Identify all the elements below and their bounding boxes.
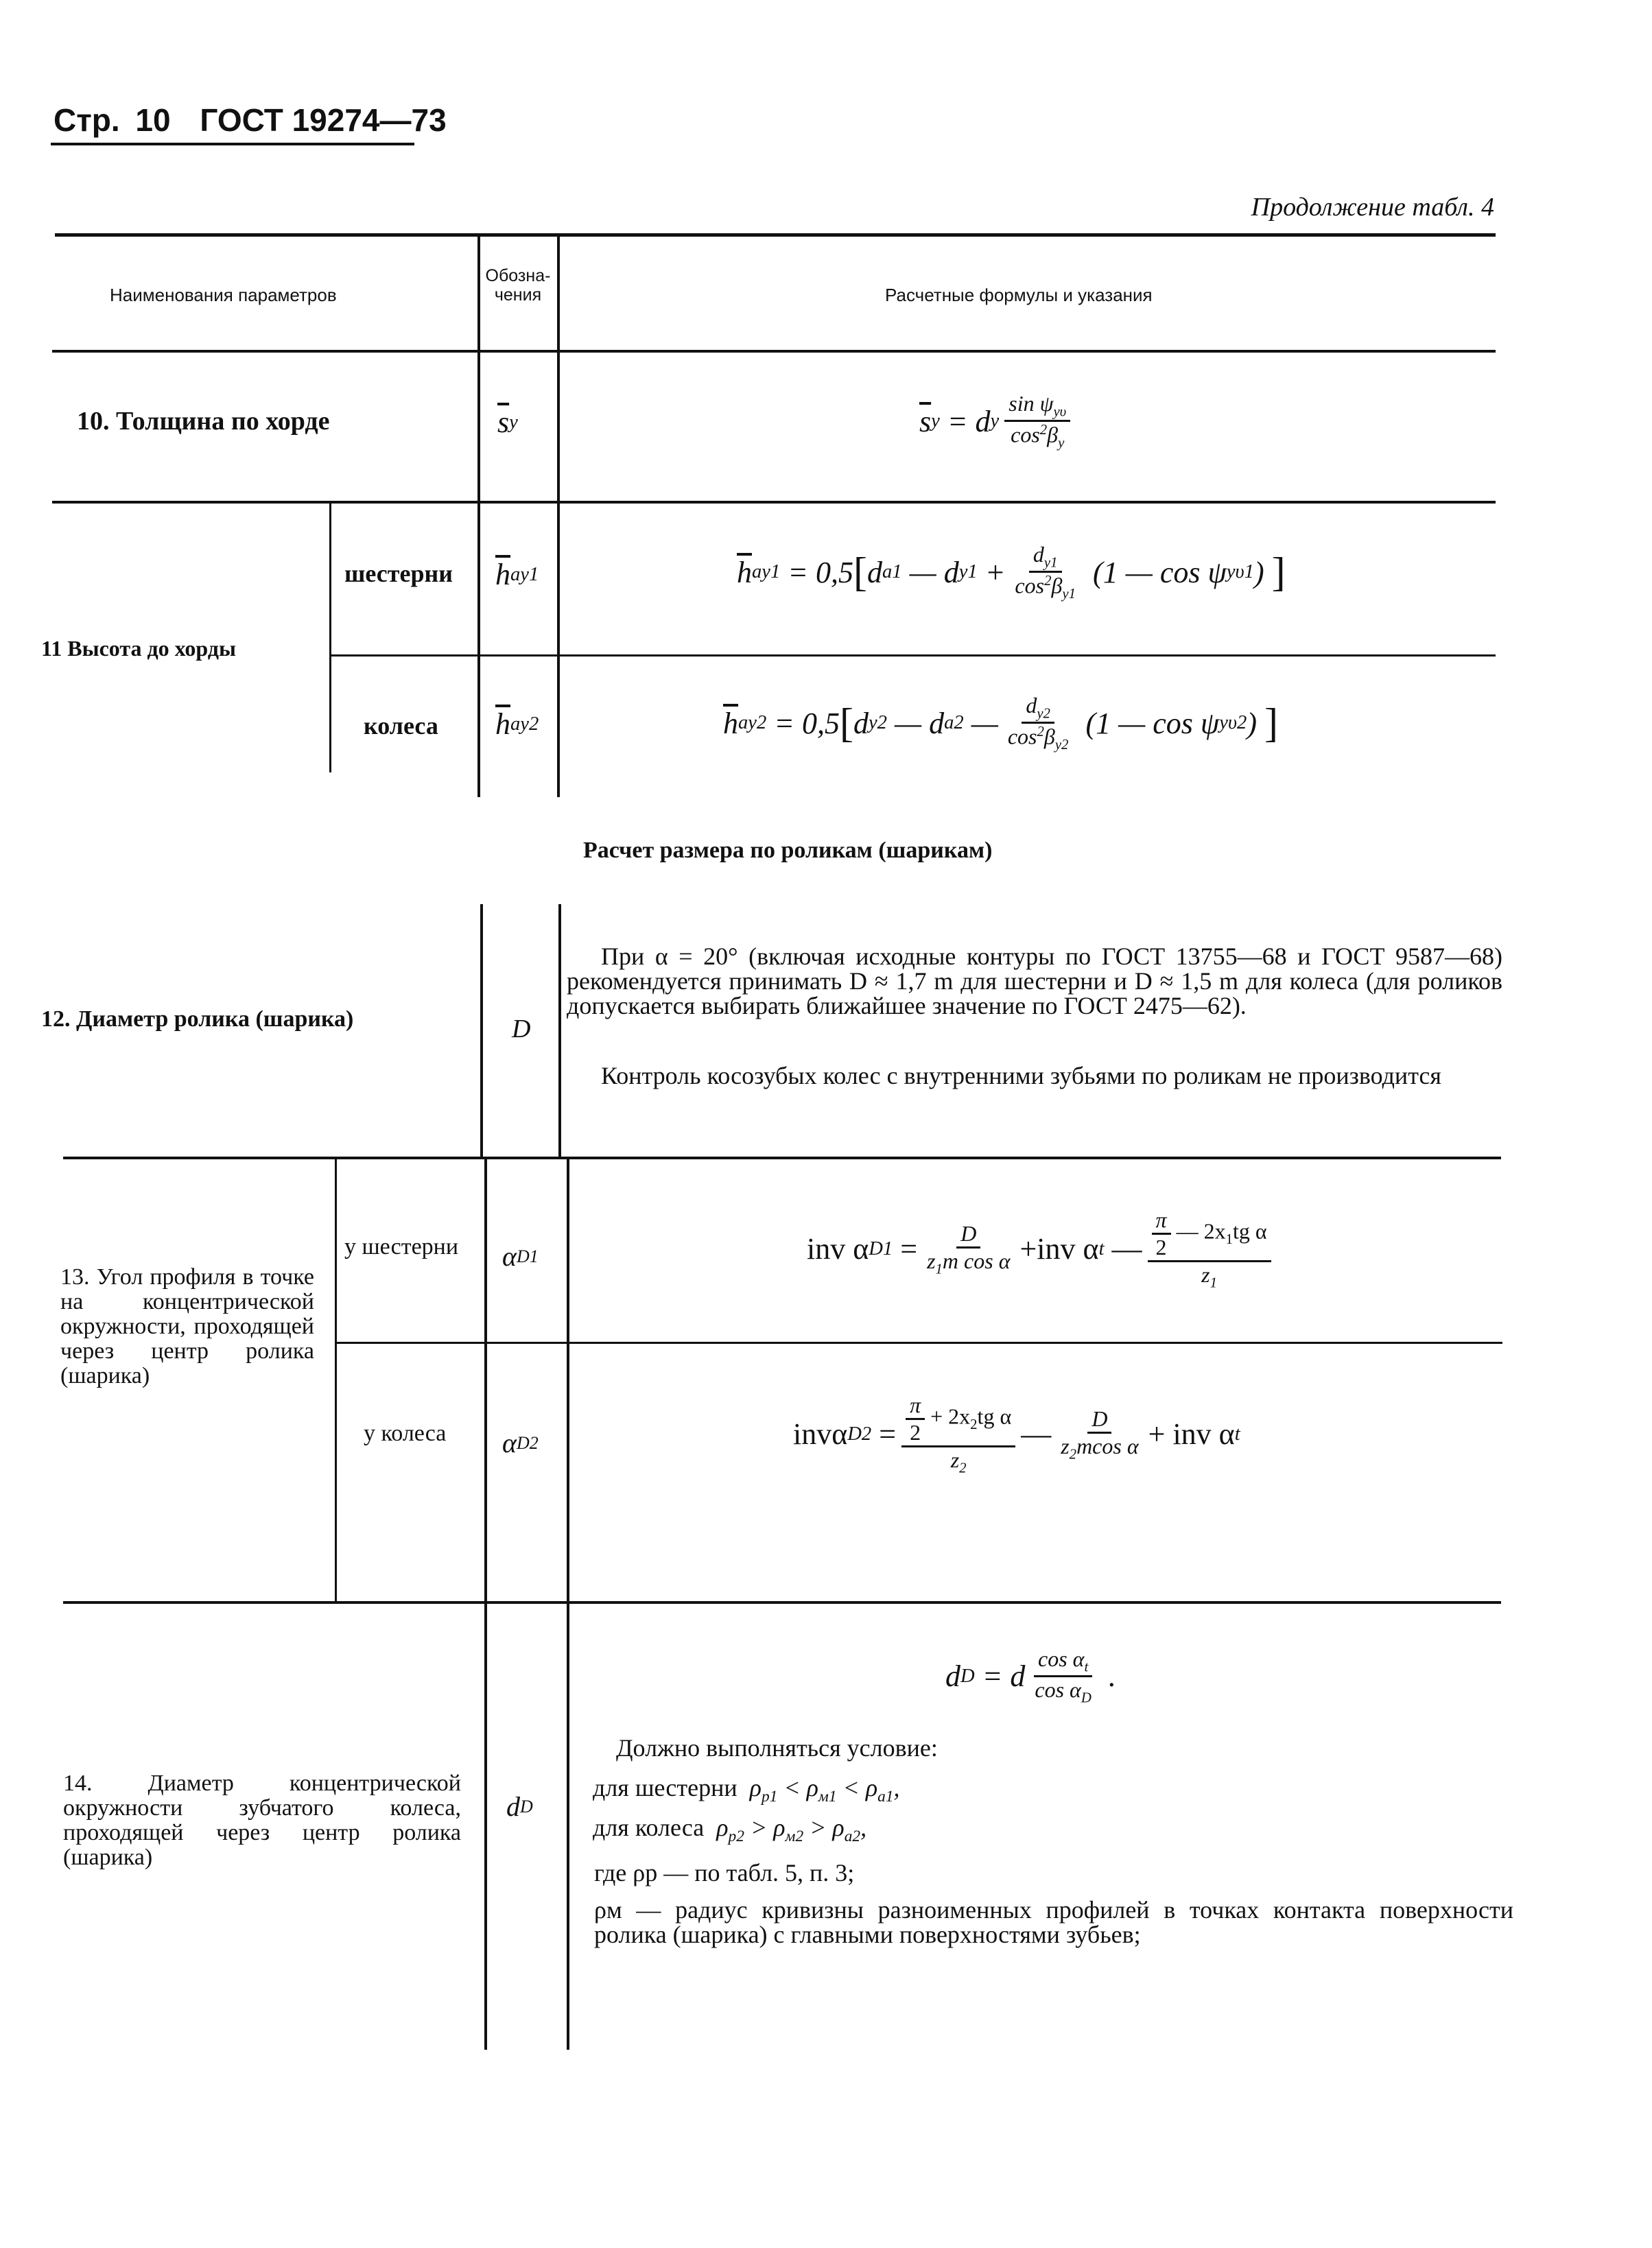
- row13-symbol-gear: α D1: [502, 1241, 539, 1272]
- table-continuation: Продолжение табл. 4: [1251, 193, 1494, 222]
- row13-formula-wheel: invα D2 = $\frac{\pi}{2}$ + $2x_2tg$ α $z_2$ — $\frac{D}{z_2mcos \alpha}$ + inv α t: [793, 1393, 1240, 1476]
- row11-sub-gear: шестерни: [344, 560, 453, 587]
- page-header: [54, 102, 447, 139]
- row12-bottom-rule: [63, 1157, 1501, 1159]
- row13-name: 13. Угол профиля в точке на концентрической окружности, проходящей через центр ролика (шарика): [60, 1264, 314, 1388]
- row14-name: 14. Диаметр концентрической окружности зубчатого колеса, проходящей через центр ролика (шарика): [63, 1771, 461, 1870]
- standard-number: ГОСТ 19274—73: [200, 102, 447, 138]
- row11-symbol-wheel: $\overline{h}$ ay2: [495, 707, 539, 741]
- row12-right-rule: [558, 904, 561, 1158]
- row13-symbol-wheel: α D2: [502, 1428, 539, 1458]
- page-prefix: Стр.: [54, 102, 120, 138]
- row11-formula-wheel: $\overline{h}$ ay2 = 0,5 [ d y2 — d a2 — $\frac{d_{y2}}{\cos^2\beta_{y2}}$ (1 — cos ψ yυ2 ) ]: [723, 693, 1278, 753]
- row12-recommendation: При α = 20° (включая исходные контуры по ГОСТ 13755—68 и ГОСТ 9587—68) рекомендуется принимать D ≈ 1,7 m для шестерни и D ≈ 1,5 m для колеса (для роликов допускается выбирать ближайшее значение по ГОСТ 2475—62).: [567, 943, 1502, 1019]
- row10-formula: $\overline{s}$ y = d y $\frac{\sin \psi_{y\upsilon}}{\cos^2\beta_y}$: [919, 391, 1076, 451]
- table-top-rule: [55, 233, 1496, 237]
- row14-rho-definition: ρм — радиус кривизны разноименных профилей в точках контакта поверхности ролика (шарика) с главными поверхностями зубьев;: [594, 1896, 1513, 1948]
- row13-sub-rule: [335, 1159, 337, 1602]
- row12-symbol: D: [512, 1015, 531, 1043]
- section-title: Расчет размера по роликам (шарикам): [583, 838, 993, 863]
- row13-formula-gear: inv α D1 = $\frac{D}{z_1m \cos \alpha}$ +inv α t — $\frac{\pi}{2}$ — $2x_1tg$ α $z_1$: [807, 1207, 1277, 1291]
- row10-symbol: $\overline{s}$ y: [497, 405, 518, 439]
- row14-symbol: d D: [506, 1791, 533, 1822]
- row13-left-rule: [484, 1159, 487, 1602]
- row13-bottom-rule: [63, 1601, 1501, 1604]
- symbol-col-left-rule: [477, 235, 480, 797]
- header-underline: [51, 143, 414, 145]
- row10-bottom-rule: [52, 501, 1496, 504]
- row14-right-rule: [567, 1604, 569, 2050]
- page-number: 10: [135, 102, 171, 138]
- row13-sub-gear: у шестерни: [344, 1234, 459, 1259]
- row14-formula: d D = d $\frac{\cos \alpha_t}{\cos \alpha_D}$ .: [945, 1646, 1116, 1706]
- row12-left-rule: [480, 904, 483, 1158]
- column-header-formulas: Расчетные формулы и указания: [885, 285, 1153, 305]
- row11-middle-rule: [331, 654, 1496, 656]
- row13-middle-rule: [336, 1342, 1502, 1344]
- header-bottom-rule: [52, 350, 1496, 353]
- row11-sub-rule: [329, 504, 331, 772]
- row11-sub-wheel: колеса: [364, 712, 438, 740]
- row11-symbol-gear: $\overline{h}$ ay1: [495, 558, 539, 591]
- row12-note: Контроль косозубых колес с внутренними зубьями по роликам не производится: [601, 1062, 1441, 1089]
- row11-formula-gear: $\overline{h}$ ay1 = 0,5 [ d a1 — d y1 + $\frac{d_{y1}}{\cos^2\beta_{y1}}$ (1 — cos ψ yυ1 ) ]: [737, 542, 1286, 602]
- column-header-parameters: Наименования параметров: [110, 285, 337, 305]
- symbol-col-right-rule: [557, 235, 560, 797]
- row14-wheel-condition: для колеса $\rho_{p2} > \rho_{м2} > \rho_{a2}$,: [593, 1814, 867, 1846]
- row12-name: 12. Диаметр ролика (шарика): [41, 1006, 354, 1032]
- row14-left-rule: [484, 1604, 487, 2050]
- row11-name: 11 Высота до хорды: [41, 636, 236, 661]
- row14-condition: Должно выполняться условие:: [616, 1734, 938, 1762]
- row14-where: где ρp — по табл. 5, п. 3;: [594, 1859, 855, 1886]
- column-header-symbols: Обозна- чения: [485, 266, 551, 305]
- row13-sub-wheel: у колеса: [364, 1421, 447, 1446]
- row10-name: 10. Толщина по хорде: [77, 407, 330, 436]
- row14-gear-condition: для шестерни $\rho_{p1} < \rho_{м1} < \rho_{a1}$,: [593, 1774, 900, 1806]
- row13-right-rule: [567, 1159, 569, 1602]
